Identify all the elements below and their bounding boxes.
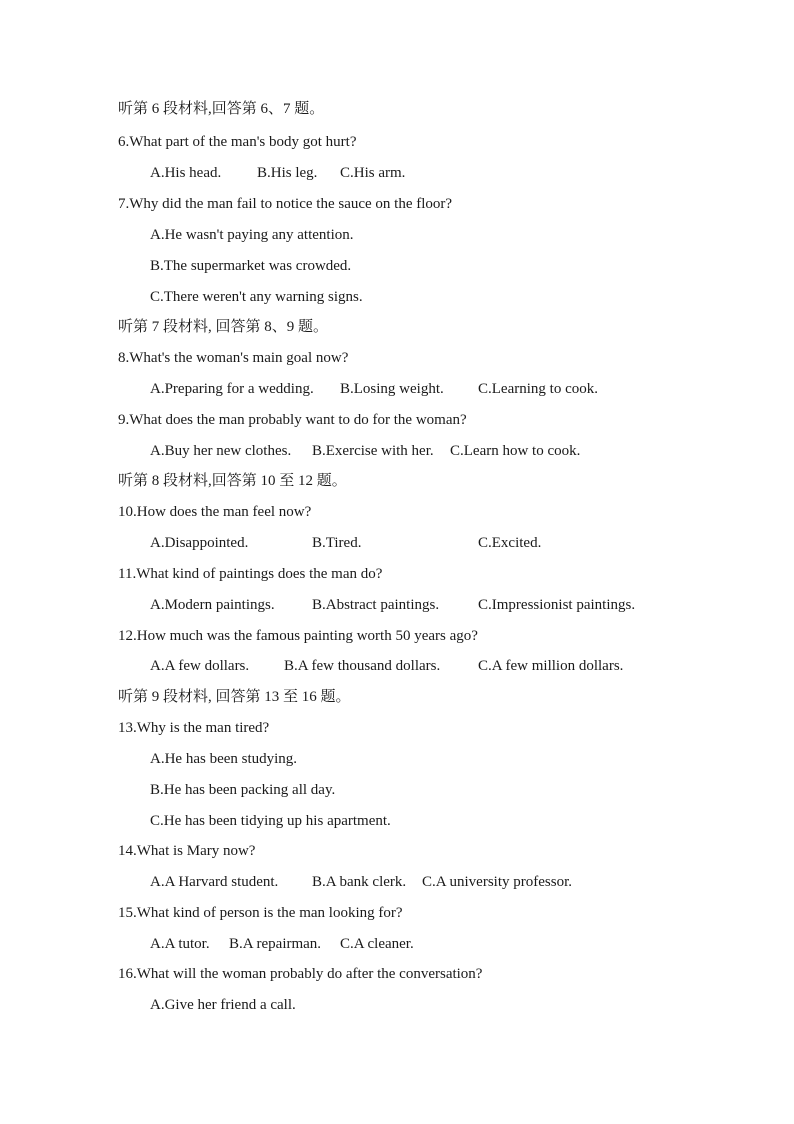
option-b: B.Exercise with her.	[312, 443, 434, 459]
option-a: A.Disappointed.	[150, 535, 249, 551]
question-9-options	[150, 441, 710, 461]
question-6-stem: 6.What part of the man's body got hurt?	[118, 134, 357, 150]
section-heading-7: 听第 7 段材料, 回答第 8、9 题。	[118, 319, 329, 335]
option-b: B.A repairman.	[229, 936, 322, 952]
option-b: B.His leg.	[257, 165, 318, 181]
option-c: C.Learn how to cook.	[450, 443, 581, 459]
question-7-option-c: C.There weren't any warning signs.	[150, 289, 363, 305]
option-c: C.Excited.	[478, 535, 542, 551]
option-c: C.Learning to cook.	[478, 381, 598, 397]
question-13-stem: 13.Why is the man tired?	[118, 720, 270, 736]
option-b: B.A few thousand dollars.	[284, 658, 441, 674]
option-c: C.A few million dollars.	[478, 658, 624, 674]
option-b: B.A bank clerk.	[312, 874, 407, 890]
option-a: A.A Harvard student.	[150, 874, 279, 890]
option-a: A.Modern paintings.	[150, 597, 275, 613]
question-12-options	[150, 656, 710, 676]
option-a: A.His head.	[150, 165, 222, 181]
option-a: A.Buy her new clothes.	[150, 443, 292, 459]
option-a: A.A few dollars.	[150, 658, 250, 674]
question-7-stem: 7.Why did the man fail to notice the sauce on the floor?	[118, 196, 453, 212]
option-a: A.A tutor.	[150, 936, 210, 952]
option-b: B.Abstract paintings.	[312, 597, 440, 613]
question-6-options	[150, 163, 710, 183]
question-14-options	[150, 872, 710, 892]
question-9-stem: 9.What does the man probably want to do for the woman?	[118, 412, 467, 428]
question-13-option-b: B.He has been packing all day.	[150, 782, 336, 798]
question-10-options	[150, 533, 710, 553]
question-7-option-b: B.The supermarket was crowded.	[150, 258, 352, 274]
option-c: C.A cleaner.	[340, 936, 414, 952]
question-13-option-c: C.He has been tidying up his apartment.	[150, 813, 391, 829]
question-16-option-a: A.Give her friend a call.	[150, 997, 296, 1013]
question-12-stem: 12.How much was the famous painting worth 50 years ago?	[118, 628, 478, 644]
question-15-stem: 15.What kind of person is the man looking for?	[118, 905, 403, 921]
section-heading-6: 听第 6 段材料,回答第 6、7 题。	[118, 101, 325, 117]
question-8-stem: 8.What's the woman's main goal now?	[118, 350, 349, 366]
question-11-stem: 11.What kind of paintings does the man do?	[118, 566, 383, 582]
question-7-option-a: A.He wasn't paying any attention.	[150, 227, 354, 243]
question-16-stem: 16.What will the woman probably do after the conversation?	[118, 966, 483, 982]
option-b: B.Tired.	[312, 535, 362, 551]
question-10-stem: 10.How does the man feel now?	[118, 504, 312, 520]
question-14-stem: 14.What is Mary now?	[118, 843, 256, 859]
question-11-options	[150, 595, 710, 615]
question-15-options	[150, 934, 710, 954]
question-13-option-a: A.He has been studying.	[150, 751, 298, 767]
option-c: C.His arm.	[340, 165, 406, 181]
question-8-options	[150, 379, 710, 399]
option-c: C.A university professor.	[422, 874, 572, 890]
option-a: A.Preparing for a wedding.	[150, 381, 314, 397]
section-heading-9: 听第 9 段材料, 回答第 13 至 16 题。	[118, 689, 351, 705]
option-c: C.Impressionist paintings.	[478, 597, 636, 613]
option-b: B.Losing weight.	[340, 381, 444, 397]
section-heading-8: 听第 8 段材料,回答第 10 至 12 题。	[118, 473, 347, 489]
